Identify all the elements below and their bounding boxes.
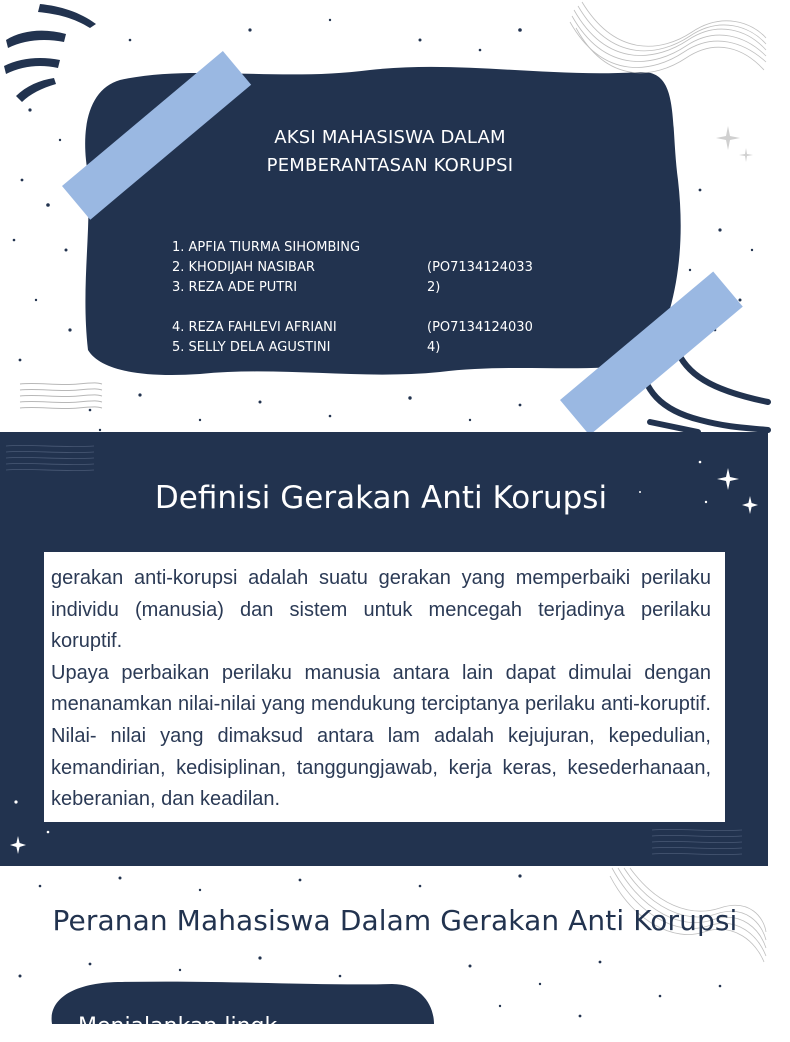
- definition-title: Definisi Gerakan Anti Korupsi: [154, 480, 608, 516]
- slide-role: [0, 866, 768, 1024]
- definition-paragraph-2: Upaya perbaikan perilaku manusia antara lain dapat dimulai dengan menanamkan nilai-nilai yang mendukung terciptanya perilaku anti-koruptif. Nilai- nilai yang dimaksud antara lam adalah kejujuran, kepedulian, kemandirian, kedisiplinan, tanggungjawab, kerja keras, kesederhanaan, keberanian, dan keadilan.: [51, 661, 711, 811]
- nim-item: (PO7134124033: [427, 260, 533, 275]
- role-partial-text: Menjalankan lingk: [78, 1014, 278, 1039]
- nim-spacer: [427, 298, 533, 318]
- slide-title: [0, 0, 768, 432]
- member-item: 5. SELLY DELA AGUSTINI: [172, 340, 331, 355]
- nim-item: (PO7134124030: [427, 320, 533, 335]
- member-list: [172, 238, 360, 358]
- member-item: 3. REZA ADE PUTRI: [172, 280, 298, 295]
- member-item: 4. REZA FAHLEVI AFRIANI: [172, 320, 337, 335]
- ribbon-decoration: [568, 0, 768, 100]
- definition-textbox: [44, 552, 725, 822]
- member-spacer: [172, 298, 360, 318]
- nim-item: 4): [427, 340, 441, 355]
- title-line-2: PEMBERANTASAN KORUPSI: [266, 155, 514, 176]
- member-item: 2. KHODIJAH NASIBAR: [172, 260, 315, 275]
- role-title: Peranan Mahasiswa Dalam Gerakan Anti Korupsi: [52, 904, 738, 937]
- nim-list: [427, 258, 533, 358]
- wave-lines-decoration: [18, 380, 104, 416]
- member-item: 1. APFIA TIURMA SIHOMBING: [172, 240, 361, 255]
- presentation-title: [190, 124, 590, 180]
- sparkle-icon: [712, 124, 758, 168]
- definition-paragraph-1: gerakan anti-korupsi adalah suatu gerakan yang memperbaiki perilaku individu (manusia) dan sistem untuk mencegah terjadinya perilaku koruptif.: [51, 567, 711, 653]
- title-line-1: AKSI MAHASISWA DALAM: [274, 127, 506, 148]
- nim-item: 2): [427, 280, 441, 295]
